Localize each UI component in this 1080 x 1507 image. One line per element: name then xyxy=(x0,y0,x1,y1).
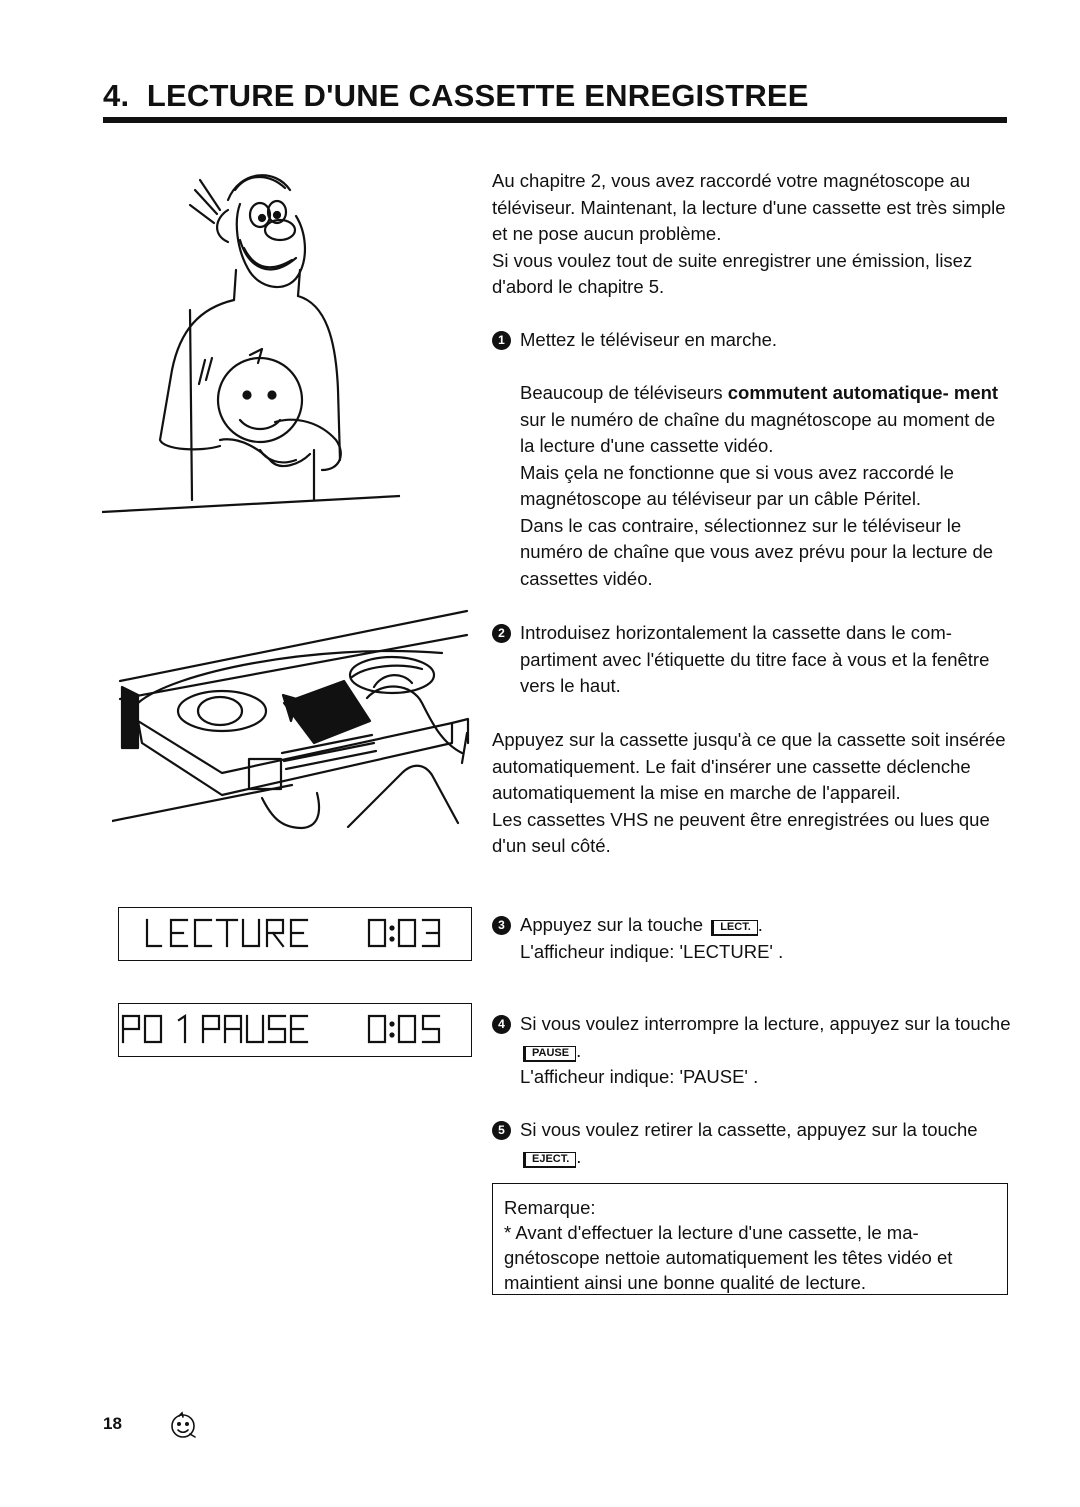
lcd-display-lecture xyxy=(118,907,472,961)
step-1-note xyxy=(492,380,1012,592)
lcd-display-pause xyxy=(118,1003,472,1057)
intro-paragraph-1: Au chapitre 2, vous avez raccordé votre magnétoscope au téléviseur. Maintenant, la lecture d'une cassette est très simple et ne pose aucun problème. xyxy=(492,170,1006,244)
step-2-text: Introduisez horizontalement la cassette dans le com- partiment avec l'étiquette du titre face à vous et la fenêtre vers le haut. xyxy=(520,622,990,696)
note-text-before: Beaucoup de téléviseurs xyxy=(520,382,728,403)
step-2 xyxy=(492,620,1012,700)
step-1 xyxy=(492,327,1012,354)
remark-text: * Avant d'effectuer la lecture d'une cassette, le ma- gnétoscope nettoie automatiquement les têtes vidéo et maintient ainsi une bonne qualité de lecture. xyxy=(504,1222,953,1293)
lect-key: LECT. xyxy=(711,920,758,936)
eject-key: EJECT. xyxy=(523,1152,576,1168)
step-number-1: 1 xyxy=(492,331,511,350)
step-5-instruction: Si vous voulez retirer la cassette, appuyez sur la touche xyxy=(520,1119,978,1140)
note-bold-text: commutent automatique- ment xyxy=(727,382,999,403)
step-1-note-paragraph xyxy=(520,380,1012,460)
note-text-after: sur le numéro de chaîne du magnétoscope au moment de la lecture d'une cassette vidéo. xyxy=(520,408,996,456)
step-1-text: Mettez le téléviseur en marche. xyxy=(520,329,778,350)
step-3 xyxy=(492,912,1012,965)
smiling-man-illustration xyxy=(100,160,410,520)
pause-key: PAUSE xyxy=(523,1046,576,1062)
title-underline xyxy=(103,117,1007,123)
step-5-end: . xyxy=(576,1145,582,1167)
step-3-end: . xyxy=(757,914,763,935)
step-4 xyxy=(492,1011,1012,1091)
intro-text xyxy=(492,168,1012,301)
step-1-note-2: Mais çela ne fonctionne que si vous avez raccordé le magnétoscope au téléviseur par un câble Péritel. xyxy=(520,461,954,509)
step-1-note-3: Dans le cas contraire, sélectionnez sur le téléviseur le numéro de chaîne que vous avez prévu pour la lecture de cassettes vidéo. xyxy=(520,514,994,589)
smiley-face-icon xyxy=(168,1410,198,1440)
step-3-text xyxy=(520,912,1012,939)
insertion-paragraph-2: Les cassettes VHS ne peuvent être enregistrées ou lues que d'un seul côté. xyxy=(492,808,990,856)
step-5-text xyxy=(520,1117,1012,1170)
step-number-3: 3 xyxy=(492,916,511,935)
step-3-instruction: Appuyez sur la touche xyxy=(520,914,704,935)
step-number-5: 5 xyxy=(492,1121,511,1140)
step-3-display: L'afficheur indique: 'LECTURE' . xyxy=(520,940,784,962)
page-title: 4. LECTURE D'UNE CASSETTE ENREGISTREE xyxy=(103,78,809,113)
vcr-cassette-illustration xyxy=(112,603,474,835)
insertion-text xyxy=(492,727,1012,860)
step-number-4: 4 xyxy=(492,1015,511,1034)
step-4-instruction: Si vous voulez interrompre la lecture, appuyez sur la touche xyxy=(520,1013,1011,1034)
page-number: 18 xyxy=(103,1414,122,1433)
insertion-paragraph-1: Appuyez sur la cassette jusqu'à ce que la cassette soit insérée automatiquement. Le fait d'insérer une cassette déclenche automatiquement la mise en marche de l'appareil. xyxy=(492,729,1006,803)
step-number-2: 2 xyxy=(492,624,511,643)
step-4-text xyxy=(520,1011,1012,1064)
remark-box xyxy=(492,1183,1008,1295)
step-5 xyxy=(492,1117,1012,1170)
remark-label: Remarque: xyxy=(504,1197,596,1218)
intro-paragraph-2: Si vous voulez tout de suite enregistrer une émission, lisez d'abord le chapitre 5. xyxy=(492,249,973,297)
step-4-end: . xyxy=(576,1039,582,1061)
step-4-display: L'afficheur indique: 'PAUSE' . xyxy=(520,1066,759,1087)
